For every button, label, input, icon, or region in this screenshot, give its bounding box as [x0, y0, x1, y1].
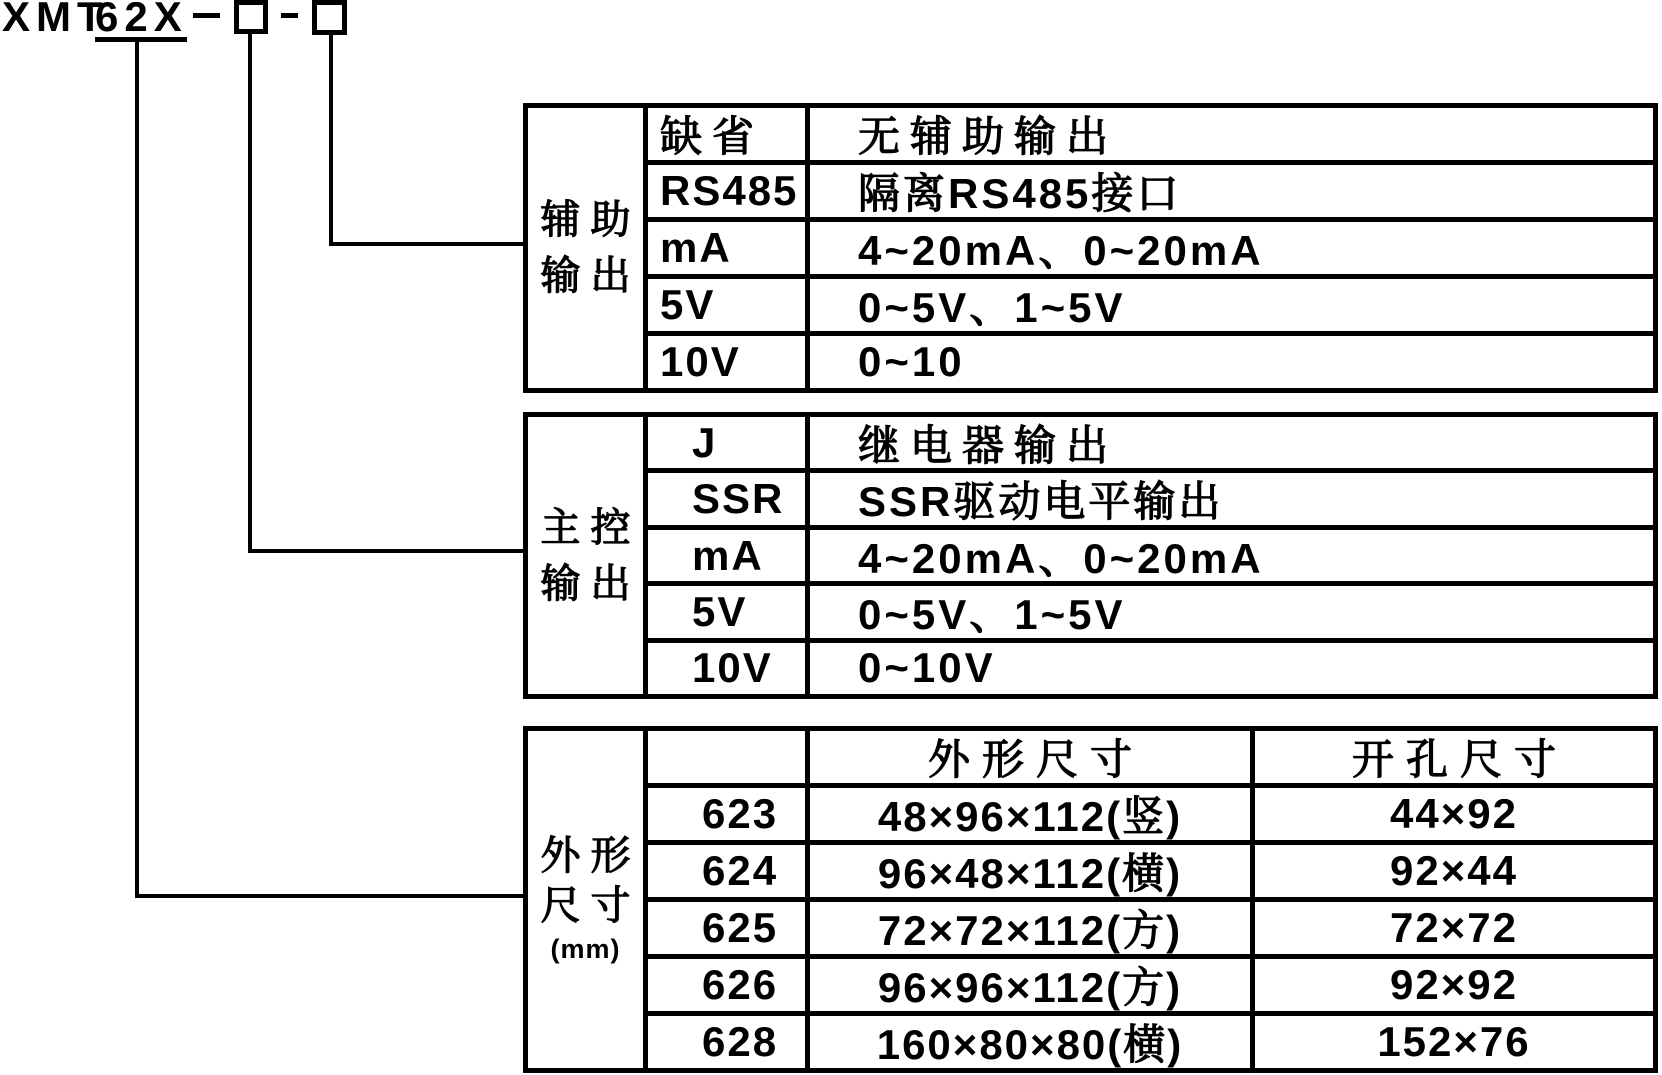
aux-output-table: [523, 103, 1658, 393]
table-row: [648, 108, 1653, 160]
cutout-cell: 92×92: [1390, 961, 1518, 1008]
option-code-cell: 10V: [648, 336, 810, 388]
table-label-unit: (mm): [550, 934, 621, 964]
option-code-cell: RS485: [648, 165, 810, 217]
option-code-cell: mA: [648, 530, 810, 581]
option-code-cell: SSR: [648, 473, 810, 524]
table-label-line: 主控: [540, 505, 641, 550]
cutout-cell: 72×72: [1390, 904, 1518, 951]
main-output-rows: [648, 417, 1653, 694]
option-desc-cell: 隔离RS485接口: [858, 170, 1182, 217]
option-code-cell: J: [648, 417, 810, 468]
option-desc-cell: 无辅助输出: [858, 113, 1119, 160]
cutout-cell: 44×92: [1390, 790, 1518, 837]
main-output-table-label: [528, 417, 648, 694]
dimensions-rows: [648, 731, 1653, 1068]
option-code-cell: 5V: [648, 586, 810, 637]
option-code-cell: mA: [648, 222, 810, 274]
model-code-cell: 623: [648, 788, 810, 840]
option-desc-cell: 继电器输出: [858, 421, 1119, 469]
connector-main-horizontal: [248, 549, 528, 553]
table-label-line: 辅助: [540, 198, 641, 242]
option-desc-cell: SSR驱动电平输出: [858, 478, 1224, 526]
table-label-line: 输出: [540, 561, 641, 606]
table-row: [648, 217, 1653, 274]
table-row: [648, 897, 1653, 954]
connector-size-vertical: [135, 40, 139, 898]
table-row: [648, 468, 1653, 524]
table-row: [648, 331, 1653, 388]
table-row: [648, 954, 1653, 1011]
table-header-row: [648, 731, 1653, 783]
dimensions-table-label: [528, 731, 648, 1068]
aux-output-rows: [648, 108, 1653, 388]
empty-code-cell: [648, 731, 810, 783]
table-label-line: 输出: [540, 254, 641, 298]
connector-aux-vertical: [329, 34, 333, 246]
aux-output-option-box: [312, 0, 347, 35]
option-desc-cell: 0~5V、1~5V: [858, 590, 1126, 638]
cutout-cell: 92×44: [1390, 847, 1518, 894]
option-code-cell: 缺省: [648, 108, 810, 160]
table-row: [648, 638, 1653, 694]
option-desc-cell: 0~10V: [858, 644, 996, 692]
dim-cell: 72×72×112(方): [810, 902, 1255, 954]
option-code-cell: 5V: [648, 279, 810, 331]
table-row: [648, 160, 1653, 217]
main-output-table: [523, 412, 1658, 699]
table-row: [648, 274, 1653, 331]
connector-size-horizontal: [135, 894, 528, 898]
model-code-cell: 625: [648, 902, 810, 954]
connector-main-vertical: [248, 34, 252, 553]
aux-output-table-label: [528, 108, 648, 388]
model-code-cell: 628: [648, 1016, 810, 1068]
separator-dash-1: [193, 13, 220, 18]
separator-dash-2: [281, 13, 298, 18]
table-row: [648, 581, 1653, 637]
model-prefix: XMT: [2, 0, 109, 40]
model-code-cell: 624: [648, 845, 810, 897]
table-row: [648, 1011, 1653, 1068]
table-row: [648, 783, 1653, 840]
option-code-cell: 10V: [648, 643, 810, 694]
column-header-cutout: 开孔尺寸: [1351, 736, 1568, 783]
dim-cell: 96×96×112(方): [810, 959, 1255, 1011]
table-row: [648, 525, 1653, 581]
main-output-option-box: [234, 0, 268, 34]
model-base-underlined: 62X: [95, 0, 188, 40]
dim-cell: 160×80×80(横): [810, 1016, 1255, 1068]
cutout-cell: 152×76: [1377, 1018, 1531, 1065]
column-header-dim: 外形尺寸: [810, 731, 1255, 783]
option-desc-cell: 4~20mA、0~20mA: [858, 534, 1264, 582]
table-label-line: 尺寸: [540, 884, 641, 928]
option-desc-cell: 0~10: [858, 338, 965, 385]
connector-aux-horizontal: [329, 242, 528, 246]
dim-cell: 96×48×112(横): [810, 845, 1255, 897]
option-desc-cell: 0~5V、1~5V: [858, 284, 1126, 331]
dimensions-table: [523, 726, 1658, 1073]
dim-cell: 48×96×112(竖): [810, 788, 1255, 840]
table-row: [648, 417, 1653, 468]
option-desc-cell: 4~20mA、0~20mA: [858, 227, 1264, 274]
model-code-cell: 626: [648, 959, 810, 1011]
table-label-line: 外形: [540, 834, 641, 878]
table-row: [648, 840, 1653, 897]
